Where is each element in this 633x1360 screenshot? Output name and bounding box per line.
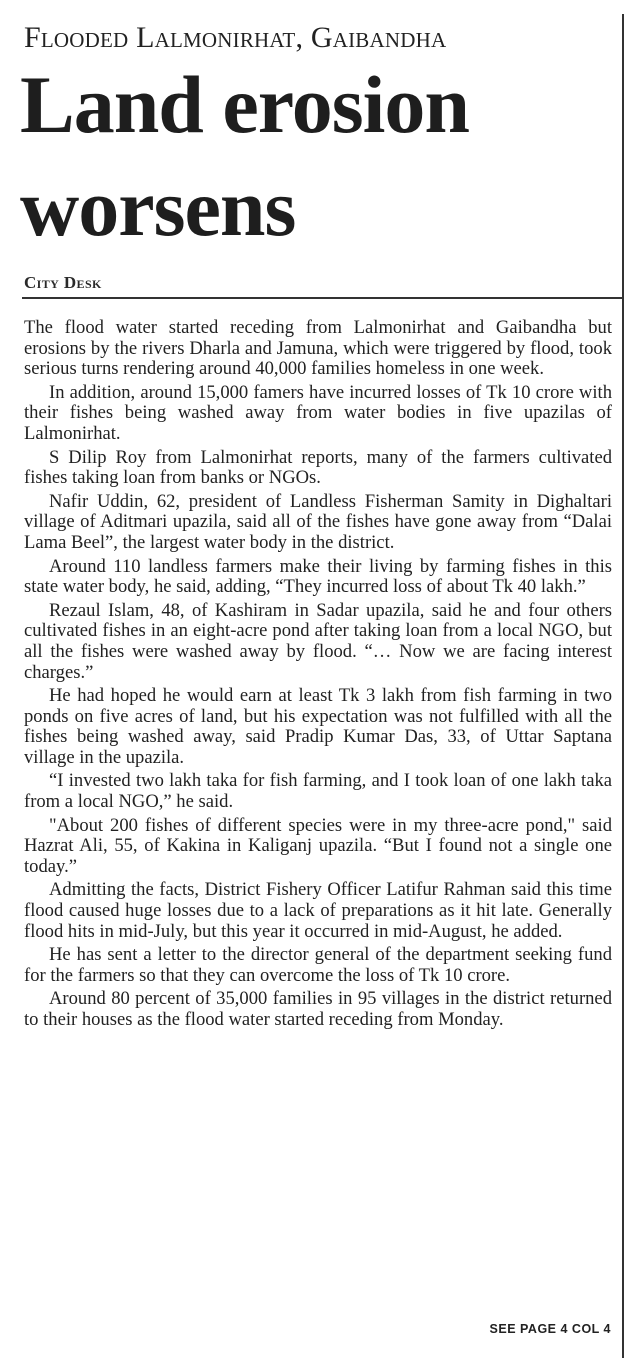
paragraph: Nafir Uddin, 62, president of Landless Fisherman Samity in Dighaltari village of Aditmari upazila, said all of the fishes have gone away from “Dalai Lama Beel”, the largest water body in the district. (24, 490, 612, 553)
paragraph: "About 200 fishes of different species were in my three-acre pond," said Hazrat Ali, 55, of Kakina in Kaliganj upazila. “But I found not a single one today.” (24, 814, 612, 877)
byline-rule (22, 297, 622, 299)
paragraph: Admitting the facts, District Fishery Officer Latifur Rahman said this time flood caused huge losses due to a lack of preparations as it hit late. Generally flood hits in mid-July, but this year it occurred in mid-August, he added. (24, 879, 612, 942)
article-body (24, 318, 612, 1034)
headline-line-2: worsens (20, 162, 296, 253)
headline-line-1: Land erosion (20, 59, 470, 150)
paragraph: Rezaul Islam, 48, of Kashiram in Sadar upazila, said he and four others cultivated fishes in an eight-acre pond after taking loan from a local NGO, but all the fishes were washed away by flood. “… Now we are facing interest charges.” (24, 599, 612, 683)
paragraph: Around 110 landless farmers make their living by farming fishes in this state water body, he said, adding, “They incurred loss of about Tk 40 lakh.” (24, 555, 612, 598)
paragraph: Around 80 percent of 35,000 families in 95 villages in the district returned to their houses as the flood water started receding from Monday. (24, 988, 612, 1030)
paragraph: S Dilip Roy from Lalmonirhat reports, many of the farmers cultivated fishes taking loan from banks or NGOs. (24, 446, 612, 489)
paragraph: He has sent a letter to the director general of the department seeking fund for the farmers so that they can overcome the loss of Tk 10 crore. (24, 944, 612, 986)
paragraph: He had hoped he would earn at least Tk 3 lakh from fish farming in two ponds on five acres of land, but his expectation was not fulfilled with all the fishes being washed away, said Pradip Kumar Das, 33, of Uttar Saptana village in the upazila. (24, 685, 612, 768)
column-rule (622, 14, 624, 1358)
paragraph: In addition, around 15,000 famers have incurred losses of Tk 10 crore with their fishes being washed away from water bodies in five upazilas of Lalmonirhat. (24, 381, 612, 444)
continuation-note: SEE PAGE 4 COL 4 (489, 1322, 611, 1336)
byline: City Desk (24, 273, 102, 292)
paragraph: “I invested two lakh taka for fish farming, and I took loan of one lakh taka from a local NGO,” he said. (24, 770, 612, 813)
kicker: Flooded Lalmonirhat, Gaibandha (24, 21, 447, 54)
paragraph: The flood water started receding from Lalmonirhat and Gaibandha but erosions by the rivers Dharla and Jamuna, which were triggered by flood, took serious turns rendering around 40,000 families homeless in one week. (24, 317, 612, 380)
